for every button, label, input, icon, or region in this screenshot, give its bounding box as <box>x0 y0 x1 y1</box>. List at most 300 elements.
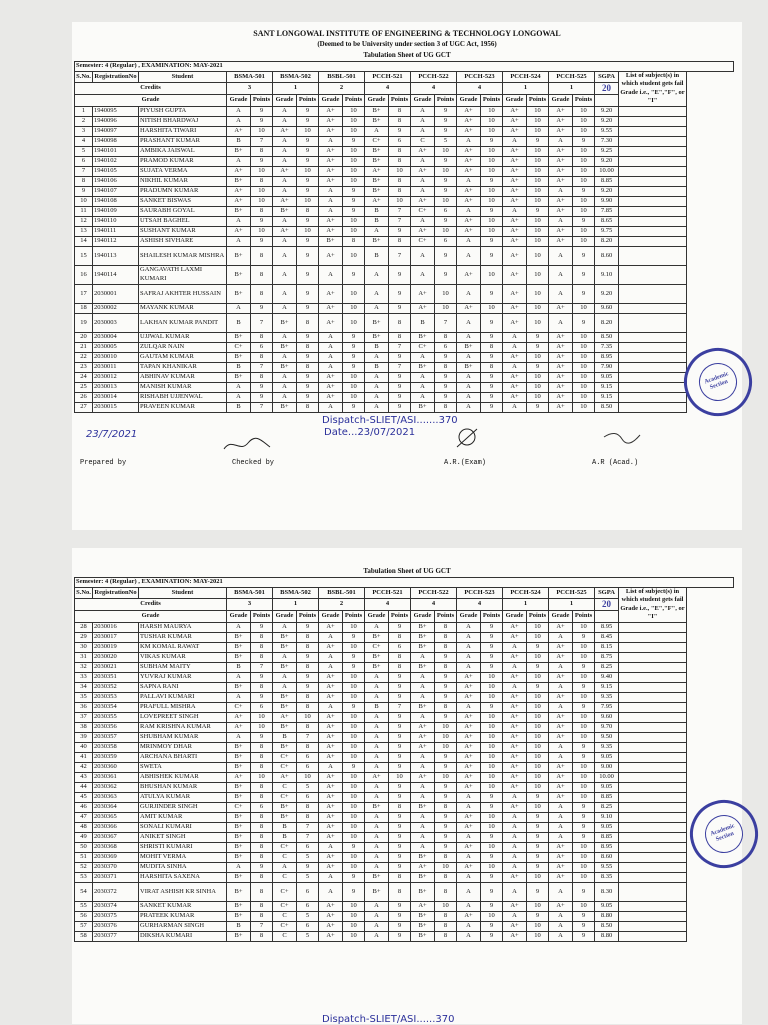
col-sno: S.No. <box>75 71 93 83</box>
cell-grade: 9 <box>251 622 273 632</box>
cell-grade: 9 <box>481 921 503 931</box>
cell-grade: 9 <box>297 652 319 662</box>
cell-grade: 8 <box>389 106 411 116</box>
cell-grade: A <box>503 332 527 342</box>
cell-grade: C+ <box>273 901 297 911</box>
cell-grade: 8 <box>389 662 411 672</box>
cell-grade: B <box>273 822 297 832</box>
cell-registration: 1940098 <box>93 136 139 146</box>
cell-sno: 1 <box>75 106 93 116</box>
cell-grade: A+ <box>549 772 573 782</box>
cell-grade: 10 <box>573 126 595 136</box>
table-row <box>75 632 734 642</box>
cell-sgpa: 8.25 <box>595 662 619 672</box>
cell-student: PALLAVI KUMARI <box>139 692 227 702</box>
cell-grade: 10 <box>527 313 549 332</box>
tabulation-sheet-page-1 <box>72 22 742 530</box>
cell-grade: 7 <box>297 822 319 832</box>
cell-grade: 10 <box>297 196 319 206</box>
cell-student: TUSHAR KUMAR <box>139 632 227 642</box>
points-subheader: Points <box>251 95 273 107</box>
cell-fail-subjects <box>619 216 687 226</box>
cell-sno: 33 <box>75 672 93 682</box>
grade-subheader: Grade <box>227 611 251 623</box>
cell-grade: 10 <box>343 382 365 392</box>
cell-grade: 9 <box>573 921 595 931</box>
cell-grade: B+ <box>227 176 251 186</box>
cell-grade: A <box>365 284 389 303</box>
cell-grade: C <box>273 852 297 862</box>
cell-grade: 10 <box>527 872 549 882</box>
cell-registration: 2030355 <box>93 712 139 722</box>
cell-grade: A+ <box>549 206 573 216</box>
cell-grade: A <box>319 332 343 342</box>
credit-value: 1 <box>273 83 319 95</box>
cell-grade: 10 <box>343 303 365 313</box>
cell-grade: A <box>503 832 527 842</box>
cell-grade: A <box>549 702 573 712</box>
cell-grade: A+ <box>503 392 527 402</box>
cell-grade: 10 <box>481 116 503 126</box>
cell-grade: A+ <box>503 762 527 772</box>
cell-grade: 9 <box>527 842 549 852</box>
cell-grade: 10 <box>573 166 595 176</box>
cell-grade: 7 <box>389 246 411 265</box>
cell-grade: B <box>365 702 389 712</box>
cell-grade: 8 <box>251 762 273 772</box>
cell-grade: 10 <box>343 682 365 692</box>
cell-grade: B+ <box>227 265 251 284</box>
cell-fail-subjects <box>619 722 687 732</box>
cell-grade: A <box>365 842 389 852</box>
cell-registration: 1940105 <box>93 166 139 176</box>
cell-grade: A <box>457 882 481 901</box>
cell-grade: A <box>503 862 527 872</box>
cell-grade: A <box>503 136 527 146</box>
table-row <box>75 156 734 166</box>
cell-grade: A <box>457 792 481 802</box>
cell-grade: 10 <box>527 246 549 265</box>
cell-grade: 7 <box>389 216 411 226</box>
cell-grade: 10 <box>251 722 273 732</box>
cell-grade: B+ <box>227 246 251 265</box>
cell-grade: 10 <box>527 186 549 196</box>
cell-grade: 8 <box>251 265 273 284</box>
cell-sno: 38 <box>75 722 93 732</box>
cell-grade: A <box>273 146 297 156</box>
cell-grade: A <box>457 642 481 652</box>
dispatch-date: Date...23/07/2021 <box>324 426 416 438</box>
table-row <box>75 265 734 284</box>
cell-grade: 10 <box>343 782 365 792</box>
cell-fail-subjects <box>619 236 687 246</box>
cell-grade: 10 <box>527 632 549 642</box>
cell-registration: 2030360 <box>93 762 139 772</box>
cell-registration: 2030357 <box>93 732 139 742</box>
cell-grade: A <box>227 382 251 392</box>
cell-grade: 9 <box>527 136 549 146</box>
cell-grade: 10 <box>343 852 365 862</box>
cell-grade: 10 <box>573 642 595 652</box>
cell-grade: A <box>273 382 297 392</box>
cell-sgpa: 9.20 <box>595 156 619 166</box>
cell-grade: 9 <box>343 352 365 362</box>
cell-grade: 8 <box>389 156 411 166</box>
cell-grade: 8 <box>297 742 319 752</box>
cell-grade: A <box>411 712 435 722</box>
cell-fail-subjects <box>619 332 687 342</box>
cell-grade: 9 <box>389 672 411 682</box>
cell-grade: A <box>457 372 481 382</box>
cell-grade: 10 <box>251 166 273 176</box>
cell-registration: 2030359 <box>93 752 139 762</box>
cell-sgpa: 8.85 <box>595 832 619 842</box>
cell-student: ABHINAV KUMAR <box>139 372 227 382</box>
ar-acad-label: A.R (Acad.) <box>592 458 639 467</box>
cell-student: PRAVEEN KUMAR <box>139 402 227 412</box>
cell-grade: 10 <box>435 166 457 176</box>
cell-grade: 10 <box>251 226 273 236</box>
cell-grade: 10 <box>527 284 549 303</box>
cell-sgpa: 8.85 <box>595 176 619 186</box>
cell-grade: 10 <box>573 116 595 126</box>
cell-grade: B+ <box>411 622 435 632</box>
cell-grade: A <box>549 752 573 762</box>
cell-grade: B+ <box>365 632 389 642</box>
cell-grade: 9 <box>435 372 457 382</box>
cell-grade: A <box>457 382 481 392</box>
table-row <box>75 752 734 762</box>
cell-grade: B+ <box>227 352 251 362</box>
cell-grade: 9 <box>573 216 595 226</box>
cell-grade: A+ <box>457 106 481 116</box>
cell-grade: 7 <box>297 832 319 842</box>
cell-grade: 9 <box>573 246 595 265</box>
cell-grade: A+ <box>227 722 251 732</box>
cell-sgpa: 8.20 <box>595 313 619 332</box>
cell-grade: A <box>457 632 481 642</box>
cell-grade: A+ <box>273 772 297 782</box>
cell-grade: 10 <box>481 712 503 722</box>
cell-student: VIRAT ASHISH KR SINHA <box>139 882 227 901</box>
cell-registration: 2030368 <box>93 842 139 852</box>
cell-grade: 9 <box>527 682 549 692</box>
cell-grade: 9 <box>481 206 503 216</box>
cell-sno: 58 <box>75 931 93 941</box>
cell-grade: B+ <box>411 931 435 941</box>
cell-fail-subjects <box>619 862 687 872</box>
cell-grade: 7 <box>251 921 273 931</box>
cell-grade: A <box>503 812 527 822</box>
cell-grade: A <box>273 136 297 146</box>
cell-grade: B <box>227 402 251 412</box>
signature-area <box>72 413 742 473</box>
cell-grade: 10 <box>481 682 503 692</box>
cell-grade: 9 <box>297 352 319 362</box>
cell-grade: 9 <box>481 136 503 146</box>
cell-grade: 8 <box>389 116 411 126</box>
cell-grade: A <box>457 206 481 216</box>
cell-grade: 10 <box>343 832 365 842</box>
cell-student: ARCHANA BHARTI <box>139 752 227 762</box>
cell-grade: 10 <box>481 842 503 852</box>
cell-grade: A+ <box>549 126 573 136</box>
cell-sno: 47 <box>75 812 93 822</box>
table-row <box>75 862 734 872</box>
cell-grade: 9 <box>343 652 365 662</box>
cell-student: KM KOMAL RAWAT <box>139 642 227 652</box>
cell-grade: A+ <box>319 226 343 236</box>
cell-student: YUVRAJ KUMAR <box>139 672 227 682</box>
cell-grade: A+ <box>457 742 481 752</box>
cell-student: MUDITA SINHA <box>139 862 227 872</box>
cell-grade: A+ <box>319 313 343 332</box>
cell-sgpa: 9.15 <box>595 392 619 402</box>
cell-grade: A <box>365 126 389 136</box>
cell-grade: A+ <box>503 216 527 226</box>
cell-grade: A <box>365 812 389 822</box>
cell-student: UJJWAL KUMAR <box>139 332 227 342</box>
cell-grade: 6 <box>297 901 319 911</box>
cell-grade: 6 <box>251 702 273 712</box>
table-row <box>75 792 734 802</box>
cell-grade: A <box>227 862 251 872</box>
cell-fail-subjects <box>619 772 687 782</box>
cell-grade: 8 <box>251 931 273 941</box>
cell-grade: 8 <box>389 146 411 156</box>
cell-grade: B+ <box>365 236 389 246</box>
table-row <box>75 226 734 236</box>
cell-grade: 10 <box>343 246 365 265</box>
cell-grade: 10 <box>481 303 503 313</box>
table-row <box>75 822 734 832</box>
cell-grade: 9 <box>389 921 411 931</box>
table-row <box>75 196 734 206</box>
cell-grade: A <box>457 332 481 342</box>
cell-fail-subjects <box>619 246 687 265</box>
cell-grade: A+ <box>457 911 481 921</box>
cell-grade: 9 <box>251 116 273 126</box>
cell-grade: A <box>411 156 435 166</box>
cell-grade: 8 <box>251 372 273 382</box>
cell-grade: 9 <box>389 722 411 732</box>
cell-sgpa: 8.50 <box>595 332 619 342</box>
cell-registration: 2030012 <box>93 372 139 382</box>
cell-grade: 10 <box>527 772 549 782</box>
cell-grade: 9 <box>343 332 365 342</box>
cell-grade: A <box>503 342 527 352</box>
cell-fail-subjects <box>619 712 687 722</box>
cell-grade: A+ <box>549 196 573 206</box>
table-row <box>75 246 734 265</box>
stamp-text: Academic Section <box>703 371 730 391</box>
cell-grade: 9 <box>481 176 503 186</box>
credit-value: 1 <box>549 599 595 611</box>
cell-sgpa: 8.20 <box>595 236 619 246</box>
cell-grade: 9 <box>527 832 549 842</box>
cell-grade: A <box>411 216 435 226</box>
cell-grade: A <box>457 832 481 842</box>
points-subheader: Points <box>389 611 411 623</box>
cell-grade: 9 <box>527 362 549 372</box>
cell-grade: 9 <box>481 332 503 342</box>
cell-grade: A <box>365 852 389 862</box>
cell-grade: A <box>365 762 389 772</box>
table-row <box>75 642 734 652</box>
cell-grade: 10 <box>573 226 595 236</box>
cell-grade: 10 <box>527 762 549 772</box>
cell-fail-subjects <box>619 672 687 682</box>
cell-grade: 9 <box>573 136 595 146</box>
cell-grade: B+ <box>273 632 297 642</box>
cell-grade: 10 <box>527 722 549 732</box>
cell-grade: B <box>365 246 389 265</box>
cell-grade: A+ <box>319 802 343 812</box>
table-row <box>75 284 734 303</box>
cell-grade: A <box>457 872 481 882</box>
cell-sno: 41 <box>75 752 93 762</box>
cell-grade: 8 <box>435 402 457 412</box>
deemed-university-line: (Deemed to be University under section 3 of UGC Act, 1956) <box>317 40 497 48</box>
cell-grade: 10 <box>527 901 549 911</box>
cell-sgpa: 9.35 <box>595 692 619 702</box>
cell-grade: A+ <box>503 802 527 812</box>
cell-grade: A+ <box>549 842 573 852</box>
cell-grade: 10 <box>573 303 595 313</box>
cell-fail-subjects <box>619 802 687 812</box>
table-row <box>75 206 734 216</box>
cell-grade: A <box>365 822 389 832</box>
cell-grade: 9 <box>435 672 457 682</box>
cell-grade: 10 <box>527 196 549 206</box>
cell-grade: A <box>411 352 435 362</box>
cell-sgpa: 9.90 <box>595 196 619 206</box>
cell-grade: C+ <box>273 842 297 852</box>
cell-grade: A+ <box>549 732 573 742</box>
cell-grade: 8 <box>251 842 273 852</box>
cell-grade: A+ <box>457 772 481 782</box>
cell-grade: 8 <box>297 812 319 822</box>
cell-grade: 5 <box>297 931 319 941</box>
cell-grade: A <box>365 931 389 941</box>
cell-grade: 10 <box>435 732 457 742</box>
cell-grade: C+ <box>227 702 251 712</box>
cell-grade: A+ <box>503 921 527 931</box>
cell-fail-subjects <box>619 742 687 752</box>
cell-grade: 8 <box>297 802 319 812</box>
cell-grade: 9 <box>573 822 595 832</box>
cell-sno: 45 <box>75 792 93 802</box>
institute-name: SANT LONGOWAL INSTITUTE OF ENGINEERING & TECHNOLOGY LONGOWAL <box>253 29 561 38</box>
cell-grade: B+ <box>319 236 343 246</box>
table-row <box>75 852 734 862</box>
sheet-header <box>72 22 742 61</box>
cell-grade: 7 <box>251 136 273 146</box>
cell-grade: 8 <box>343 236 365 246</box>
cell-grade: C <box>273 911 297 921</box>
cell-fail-subjects <box>619 313 687 332</box>
cell-grade: A <box>549 136 573 146</box>
cell-grade: A <box>319 352 343 362</box>
cell-grade: B+ <box>365 882 389 901</box>
cell-grade: A+ <box>227 166 251 176</box>
cell-registration: 2030017 <box>93 632 139 642</box>
cell-grade: 10 <box>527 692 549 702</box>
cell-grade: A <box>411 832 435 842</box>
cell-registration: 2030021 <box>93 662 139 672</box>
cell-grade: A <box>365 732 389 742</box>
ar-exam-signature <box>452 423 482 453</box>
cell-grade: A+ <box>503 931 527 941</box>
col-subject: BSBL-501 <box>319 587 365 599</box>
stamp-text-2: Academic Section <box>709 823 736 843</box>
cell-grade: 9 <box>297 186 319 196</box>
credit-value: 4 <box>365 83 411 95</box>
cell-grade: 9 <box>435 762 457 772</box>
cell-grade: 10 <box>573 901 595 911</box>
cell-grade: A+ <box>319 622 343 632</box>
cell-grade: A <box>365 832 389 842</box>
cell-fail-subjects <box>619 921 687 931</box>
cell-grade: C+ <box>227 802 251 812</box>
cell-student: NITISH BHARDWAJ <box>139 116 227 126</box>
cell-sno: 16 <box>75 265 93 284</box>
table-row <box>75 722 734 732</box>
cell-grade: 8 <box>435 702 457 712</box>
cell-grade: 9 <box>481 931 503 941</box>
cell-grade: A+ <box>319 832 343 842</box>
cell-grade: 8 <box>389 236 411 246</box>
cell-sno: 6 <box>75 156 93 166</box>
cell-grade: 9 <box>343 402 365 412</box>
cell-grade: 10 <box>573 176 595 186</box>
cell-grade: C+ <box>365 642 389 652</box>
cell-registration: 1940113 <box>93 246 139 265</box>
cell-grade: 8 <box>435 931 457 941</box>
cell-registration: 2030003 <box>93 313 139 332</box>
cell-grade: A <box>503 822 527 832</box>
cell-sno: 25 <box>75 382 93 392</box>
cell-grade: A <box>227 216 251 226</box>
cell-student: AMIT KUMAR <box>139 812 227 822</box>
cell-grade: A <box>365 921 389 931</box>
cell-grade: 8 <box>251 901 273 911</box>
cell-grade: 9 <box>481 882 503 901</box>
cell-grade: A+ <box>319 146 343 156</box>
cell-student: NIKHIL KUMAR <box>139 176 227 186</box>
cell-grade: A+ <box>319 792 343 802</box>
cell-student: GURHARMAN SINGH <box>139 921 227 931</box>
cell-grade: 9 <box>343 136 365 146</box>
cell-student: LOVEPREET SINGH <box>139 712 227 722</box>
cell-sno: 55 <box>75 901 93 911</box>
cell-grade: 10 <box>481 732 503 742</box>
cell-grade: A <box>457 622 481 632</box>
cell-grade: 9 <box>527 812 549 822</box>
cell-grade: A <box>503 911 527 921</box>
grade-subheader: Grade <box>273 95 297 107</box>
cell-grade: 10 <box>573 652 595 662</box>
cell-grade: A <box>273 622 297 632</box>
cell-grade: 9 <box>573 632 595 642</box>
cell-grade: 9 <box>389 284 411 303</box>
cell-grade: 10 <box>481 782 503 792</box>
cell-grade: A+ <box>319 372 343 382</box>
cell-fail-subjects <box>619 872 687 882</box>
cell-grade: A <box>273 186 297 196</box>
cell-grade: 10 <box>435 284 457 303</box>
cell-registration: 2030356 <box>93 722 139 732</box>
